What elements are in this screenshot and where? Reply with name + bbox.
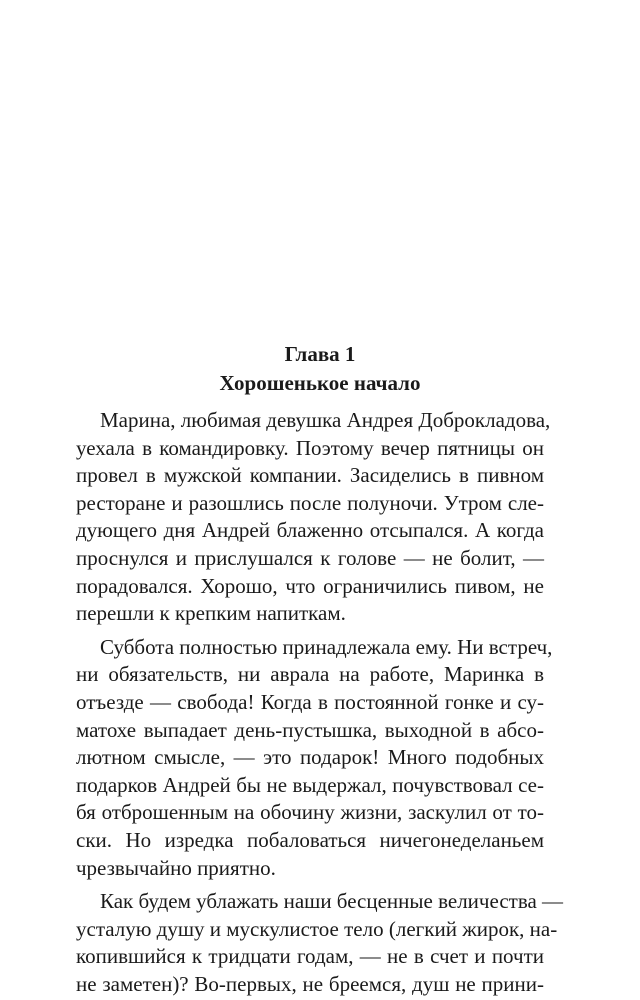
paragraph-3 xyxy=(76,888,564,998)
text-line: Суббота полностью принадлежала ему. Ни встреч, xyxy=(100,634,553,659)
chapter-number: Глава 1 xyxy=(284,342,356,366)
text-line: не заметен)? Во-первых, не бреемся, душ не прини- xyxy=(76,971,544,996)
text-line: ресторане и разошлись после полуночи. Утром сле- xyxy=(76,490,544,515)
text-line: лютном смысле, — это подарок! Много подобных xyxy=(76,745,544,770)
text-line: копившийся к тридцати годам, — не в счет и почти xyxy=(76,944,544,969)
text-line: чрезвычайно приятно. xyxy=(76,855,276,880)
text-line: ни обязательств, ни аврала на работе, Маринка в xyxy=(76,662,544,687)
chapter-heading xyxy=(0,340,640,398)
text-line: усталую душу и мускулистое тело (легкий жирок, на- xyxy=(76,916,558,941)
paragraph-1 xyxy=(76,407,551,628)
text-line: ски. Но изредка побаловаться ничегонеделаньем xyxy=(76,827,544,852)
paragraph-2 xyxy=(76,634,553,882)
text-line: перешли к крепким напиткам. xyxy=(76,601,346,626)
body-text xyxy=(76,407,564,998)
text-line: дующего дня Андрей блаженно отсыпался. А когда xyxy=(76,518,544,543)
text-line: Марина, любимая девушка Андрея Доброкладова, xyxy=(100,408,551,432)
text-line: подарков Андрей бы не выдержал, почувствовал се- xyxy=(76,772,544,797)
text-line: матохе выпадает день-пустышка, выходной в абсо- xyxy=(76,717,544,742)
text-line: отъезде — свобода! Когда в постоянной гонке и су- xyxy=(76,689,544,714)
text-line: уехала в командировку. Поэтому вечер пятницы он xyxy=(76,435,544,460)
chapter-title: Хорошенькое начало xyxy=(219,371,421,395)
text-line: провел в мужской компании. Засиделись в пивном xyxy=(76,463,544,488)
text-line: порадовался. Хорошо, что ограничились пивом, не xyxy=(76,573,544,598)
text-line: проснулся и прислушался к голове — не болит, — xyxy=(76,545,544,570)
text-line: бя отброшенным на обочину жизни, заскулил от то- xyxy=(76,800,544,825)
text-line: Как будем ублажать наши бесценные величества — xyxy=(100,889,564,914)
